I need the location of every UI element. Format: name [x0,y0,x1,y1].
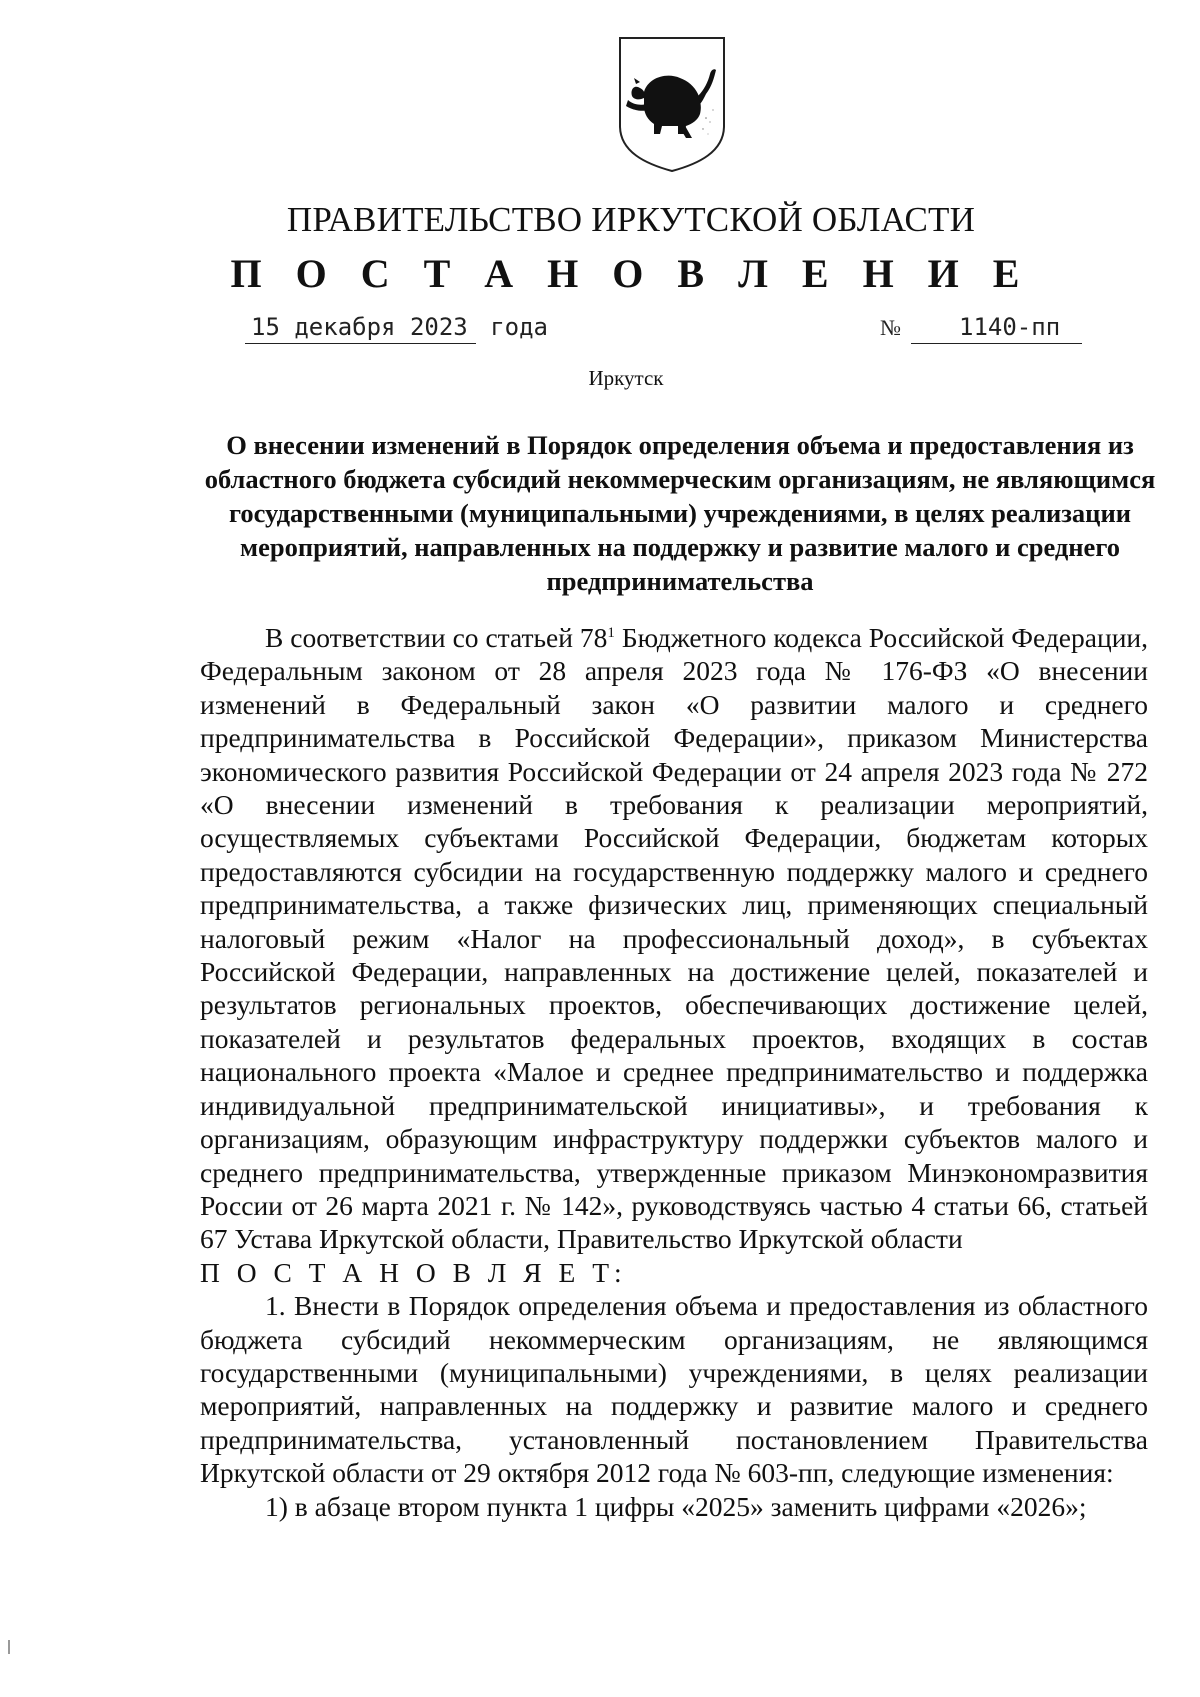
resolves-word: П О С Т А Н О В Л Я Е Т: [200,1256,627,1288]
document-number [880,313,1082,344]
coat-of-arms-emblem [614,34,730,174]
preamble-lead: В соответствии со статьей 78 [265,622,608,653]
preamble-paragraph [200,621,1148,1256]
item-1-paragraph: 1. Внести в Порядок определения объема и предоставления из областного бюджета субсидий некоммерческим организациям, не являющимся государственными (муниципальными) учреждениями, в целях реализации мероприятий, направленных на поддержку и развитие малого и среднего предпринимательства, установленный постановлением Правительства Иркутской области от 29 октября 2012 года № 603-пп, следующие изменения: [200,1290,1148,1489]
scan-margin-mark [8,1640,10,1654]
document-subject-title: О внесении изменений в Порядок определения объема и предоставления из областного бюджета субсидий некоммерческим организациям, не являющимся государственными (муниципальными) учреждениями, в целях реализации мероприятий, направленных на поддержку и развитие малого и среднего предпринимательства [204,430,1156,596]
date-value: 15 декабря 2023 [245,313,476,344]
number-value: 1140-пп [911,313,1082,344]
document-body [200,621,1148,1523]
subitem-1-paragraph: 1) в абзаце втором пункта 1 цифры «2025» заменить цифрами «2026»; [265,1490,1087,1522]
document-city: Иркутск [588,366,664,390]
government-name: ПРАВИТЕЛЬСТВО ИРКУТСКОЙ ОБЛАСТИ [286,200,976,239]
date-suffix: года [490,313,548,341]
article-superscript: 1 [607,624,615,641]
number-sign: № [880,315,901,340]
document-date [245,313,548,344]
document-type-heading: П О С Т А Н О В Л Е Н И Е [230,251,1032,296]
preamble-rest: Бюджетного кодекса Российской Федерации, Федеральным законом от 28 апреля 2023 года № 176-ФЗ «О внесении изменений в Федеральный закон «О развитии малого и среднего предпринимательства в Российской Федерации», приказом Министерства экономического развития Российской Федерации от 24 апреля 2023 года № 272 «О внесении изменений в требования к реализации мероприятий, осуществляемых субъектами Российской Федерации, бюджетам которых предоставляются субсидии на государственную поддержку малого и среднего предпринимательства, а также физических лиц, применяющих специальный налоговый режим «Налог на профессиональный доход», в субъектах Российской Федерации, направленных на достижение целей, показателей и результатов региональных проектов, обеспечивающих достижение целей, показателей и результатов федеральных проектов, входящих в состав национального проекта «Малое и среднее предпринимательство и поддержка индивидуальной предпринимательской инициативы», и требования к организациям, образующим инфраструктуру поддержки субъектов малого и среднего предпринимательства, утвержденные приказом Минэкономразвития России от 26 марта 2021 г. № 142», руководствуясь частью 4 статьи 66, статьей 67 Устава Иркутской области, Правительство Иркутской области [200,622,1148,1255]
